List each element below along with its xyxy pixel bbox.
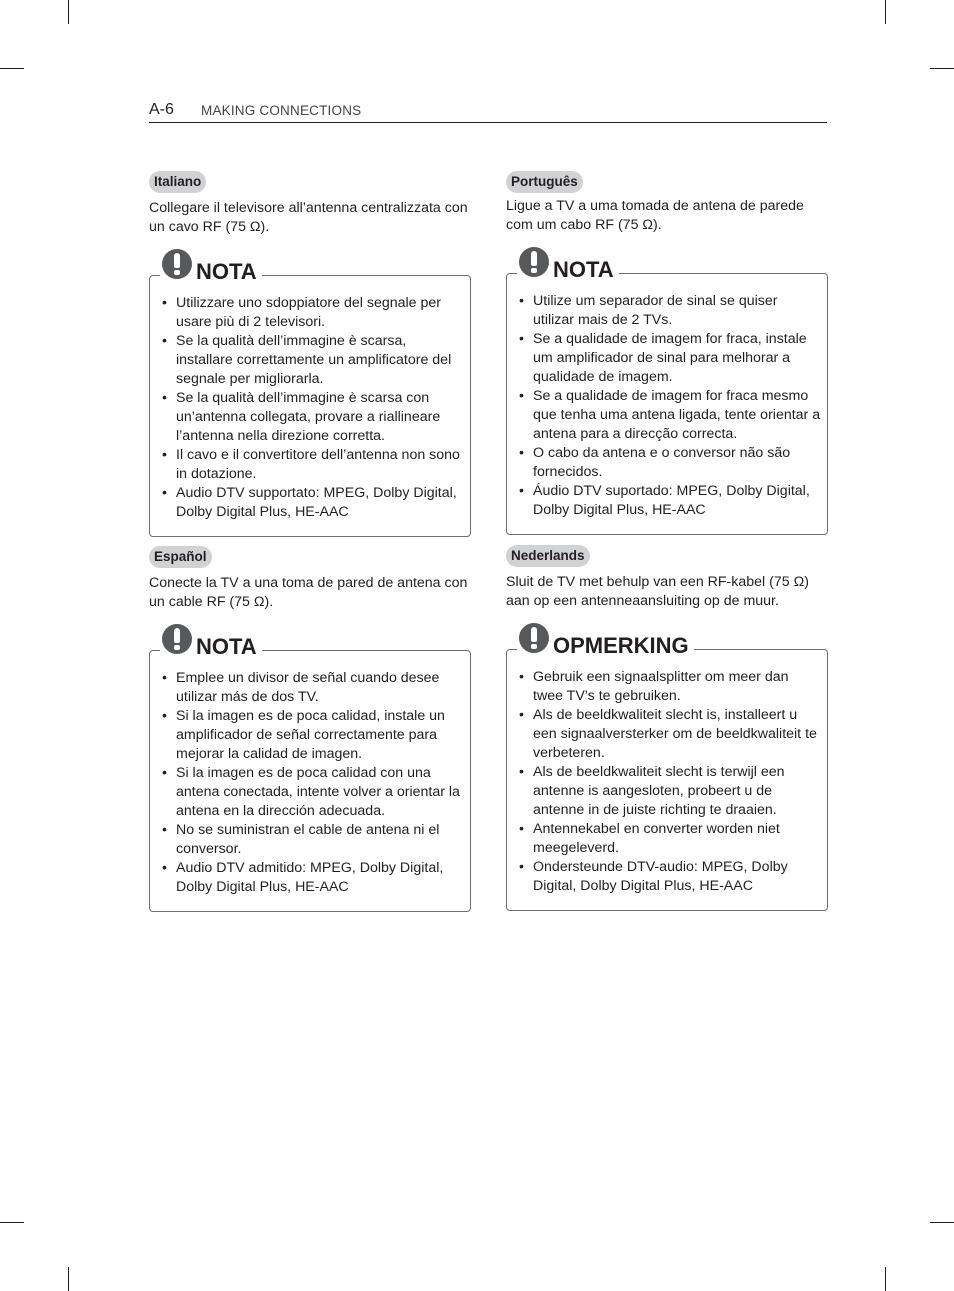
note-title: NOTA xyxy=(553,257,614,282)
list-item: • Ondersteunde DTV-audio: MPEG, Dolby Digital, Dolby Digital Plus, HE-AAC xyxy=(519,858,821,896)
language-badge: Español xyxy=(149,546,212,568)
list-item: • Als de beeldkwaliteit slecht is, installeert u een signaalversterker om de beeldkwaliteit te verbeteren. xyxy=(519,706,821,763)
intro-text: Sluit de TV met behulp van een RF-kabel (75 Ω) aan op een antenneaansluiting op de muur. xyxy=(506,574,809,609)
list-item: • Emplee un divisor de señal cuando desee utilizar más de dos TV. xyxy=(162,669,464,707)
note-list xyxy=(519,292,821,520)
note-title: OPMERKING xyxy=(553,633,689,658)
crop-mark xyxy=(930,1222,954,1223)
list-item: • No se suministran el cable de antena ni el conversor. xyxy=(162,821,464,859)
list-item: • Il cavo e il convertitore dell’antenna non sono in dotazione. xyxy=(162,446,464,484)
exclamation-icon xyxy=(519,247,549,277)
crop-mark xyxy=(0,68,24,69)
crop-mark xyxy=(885,1267,886,1291)
exclamation-icon xyxy=(519,623,549,653)
exclamation-icon xyxy=(162,624,192,654)
language-badge: Nederlands xyxy=(506,545,590,567)
list-item: • Als de beeldkwaliteit slecht is terwijl een antenne is aangesloten, probeert u de antenne in de juiste richting te draaien. xyxy=(519,763,821,820)
list-item: • Antennekabel en converter worden niet meegeleverd. xyxy=(519,820,821,858)
list-item: • Si la imagen es de poca calidad con una antena conectada, intente volver a orientar la antena en la dirección adecuada. xyxy=(162,764,464,821)
note-title: NOTA xyxy=(196,259,257,284)
crop-mark xyxy=(930,68,954,69)
page-number: A-6 xyxy=(149,101,174,118)
note-box xyxy=(149,634,471,912)
list-item: • Se a qualidade de imagem for fraca mesmo que tenha uma antena ligada, tente orientar a antena para a direcção correcta. xyxy=(519,387,821,444)
list-item: • O cabo da antena e o conversor não são fornecidos. xyxy=(519,444,821,482)
note-list xyxy=(162,294,464,522)
note-heading xyxy=(160,626,262,660)
note-heading xyxy=(160,251,262,285)
list-item: • Audio DTV supportato: MPEG, Dolby Digital, Dolby Digital Plus, HE-AAC xyxy=(162,484,464,522)
list-item: • Utilize um separador de sinal se quiser utilizar mais de 2 TVs. xyxy=(519,292,821,330)
crop-mark xyxy=(0,1222,24,1223)
crop-mark xyxy=(68,0,69,24)
list-item: • Si la imagen es de poca calidad, instale un amplificador de señal correctamente para mejorar la calidad de imagen. xyxy=(162,707,464,764)
section-title: MAKING CONNECTIONS xyxy=(201,103,362,118)
note-heading xyxy=(517,625,694,659)
intro-text: Conecte la TV a una toma de pared de antena con un cable RF (75 Ω). xyxy=(149,575,468,610)
intro-text: Collegare il televisore all’antenna centralizzata con un cavo RF (75 Ω). xyxy=(149,200,468,235)
language-block-portugues xyxy=(506,171,828,535)
crop-mark xyxy=(68,1267,69,1291)
page-header xyxy=(149,100,827,123)
language-badge: Italiano xyxy=(149,171,206,193)
note-box xyxy=(506,257,828,535)
language-badge: Português xyxy=(506,171,583,193)
note-list xyxy=(162,669,464,897)
note-box xyxy=(149,259,471,537)
language-block-nederlands xyxy=(506,545,828,911)
list-item: • Utilizzare uno sdoppiatore del segnale per usare più di 2 televisori. xyxy=(162,294,464,332)
list-item: • Áudio DTV suportado: MPEG, Dolby Digital, Dolby Digital Plus, HE-AAC xyxy=(519,482,821,520)
note-title: NOTA xyxy=(196,634,257,659)
crop-mark xyxy=(885,0,886,24)
intro-text: Ligue a TV a uma tomada de antena de parede com um cabo RF (75 Ω). xyxy=(506,198,804,233)
note-list xyxy=(519,668,821,896)
language-block-italiano xyxy=(149,171,471,537)
list-item: • Gebruik een signaalsplitter om meer dan twee TV’s te gebruiken. xyxy=(519,668,821,706)
note-heading xyxy=(517,249,619,283)
list-item: • Audio DTV admitido: MPEG, Dolby Digital, Dolby Digital Plus, HE-AAC xyxy=(162,859,464,897)
list-item: • Se la qualità dell’immagine è scarsa con un’antenna collegata, provare a riallineare l’antenna nella direzione corretta. xyxy=(162,389,464,446)
note-box xyxy=(506,633,828,911)
language-block-espanol xyxy=(149,546,471,912)
list-item: • Se a qualidade de imagem for fraca, instale um amplificador de sinal para melhorar a qualidade de imagem. xyxy=(519,330,821,387)
list-item: • Se la qualità dell’immagine è scarsa, installare correttamente un amplificatore del segnale per migliorarla. xyxy=(162,332,464,389)
exclamation-icon xyxy=(162,249,192,279)
